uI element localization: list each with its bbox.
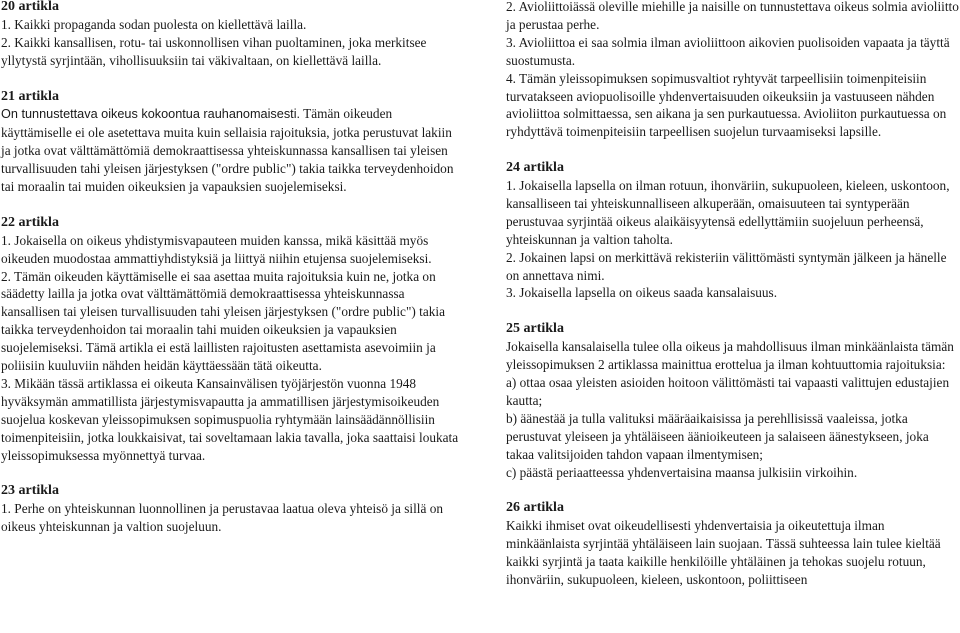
paragraph: 2. Jokainen lapsi on merkittävä rekisteriin välittömästi syntymän jälkeen ja hänelle on annettava nimi. xyxy=(506,249,947,283)
article-heading: 22 artikla xyxy=(1,214,59,230)
paragraph-rest: Tämän oikeuden käyttämiselle ei ole asetettava muita kuin sellaisia rajoituksia, jotka perustuvat lakiin ja jotka ovat välttämättömiä demokraattisessa yhteiskunnassa kansallisen tai yleisen turvallisuuden tahi yleisen järjestyksen ("ordre public") takia taikka terveydenhoidon tai moraalin tai muiden oikeuksien ja vapauksien suojelemiseksi. xyxy=(1,106,454,195)
article-23 xyxy=(1,482,460,536)
article-26 xyxy=(506,499,959,589)
paragraph: 2. Kaikki kansallisen, rotu- tai uskonnollisen vihan puoltaminen, joka merkitsee yllytystä syrjintään, vihollisuuksiin tai väkivaltaan, on kiellettävä lailla. xyxy=(1,34,427,68)
article-heading: 21 artikla xyxy=(1,88,59,104)
paragraph: 3. Avioliittoa ei saa solmia ilman avioliittoon aikovien puolisoiden vapaata ja täyttä suostumusta. xyxy=(506,34,950,68)
spacer xyxy=(506,141,959,159)
spacer xyxy=(1,196,460,214)
paragraph: 2. Tämän oikeuden käyttämiselle ei saa asettaa muita rajoituksia kuin ne, jotka on säädetty lailla ja jotka ovat välttämättömiä demokraattisessa yhteiskunnassa kansallisen tai yleisen turvallisuuden tahi yleisen järjestyksen ("ordre public") takia taikka terveydenhoidon tai moraalin tahi muiden oikeuksien ja vapauksien suojelemiseksi. Tämä artikla ei estä laillisten rajoitusten asettamista asevoimiin ja poliisiin kuuluviin nähden heidän käyttäessään tätä oikeutta. xyxy=(1,268,445,374)
paragraph: 3. Jokaisella lapsella on oikeus saada kansalaisuus. xyxy=(506,285,778,301)
article-heading: 20 artikla xyxy=(1,0,59,14)
paragraph: 4. Tämän yleissopimuksen sopimusvaltiot ryhtyvät tarpeellisiin toimenpiteisiin turvatakseen aviopuolisoille yhdenvertaisuuden oikeuksiin ja vastuuseen nähden avioliittoa solmittaessa, sen aikana ja sen purkautuessa. Avioliiton purkautuessa on ryhdyttävä toimenpiteisiin tarpeellisen suojelun turvaamiseksi lapsille. xyxy=(506,70,947,140)
article-20 xyxy=(1,0,460,70)
paragraph: 1. Perhe on yhteiskunnan luonnollinen ja perustavaa laatua oleva yhteisö ja sillä on oikeus yhteiskunnan ja valtion suojeluun. xyxy=(1,501,444,535)
paragraph xyxy=(1,105,460,196)
paragraph: 1. Jokaisella on oikeus yhdistymisvapauteen muiden kanssa, mikä käsittää myös oikeuden muodostaa ammattiyhdistyksiä ja liittyä niihin etujensa suojelemiseksi. xyxy=(1,232,432,266)
article-heading: 24 artikla xyxy=(506,160,564,176)
article-21 xyxy=(1,88,460,196)
article-25 xyxy=(506,320,959,481)
right-column xyxy=(506,0,959,589)
paragraph: 2. Avioliittoiässä oleville miehille ja naisille on tunnustettava oikeus solmia avioliitto ja perustaa perhe. xyxy=(506,0,959,32)
paragraph: 3. Mikään tässä artiklassa ei oikeuta Kansainvälisen työjärjestön vuonna 1948 hyväksymän ammatillista järjestymisvapautta ja ammatillisen järjestymisoikeuden suojelua koskevan yleissopimuksen sopimuspuolia ryhtymään lainsäädännöllisiin toimenpiteisiin, jotka loukkaisivat, tai soveltamaan lakia tavalla, joka saattaisi loukata yleissopimuksessa myönnettyä turvaa. xyxy=(1,376,459,463)
spacer xyxy=(506,481,959,499)
spacer xyxy=(1,70,460,88)
article-heading: 26 artikla xyxy=(506,500,564,516)
paragraph: Kaikki ihmiset ovat oikeudellisesti yhdenvertaisia ja oikeutettuja ilman minkäänlaista syrjintää yhtäläiseen lain suojaan. Tässä suhteessa lain tulee kieltää kaikki syrjintä ja taata kaikille henkilöille yhtäläinen ja tehokas suojelu rotuun, ihonväriin, sukupuoleen, kieleen, uskontoon, poliittiseen xyxy=(506,518,941,587)
paragraph: 1. Kaikki propaganda sodan puolesta on kiellettävä lailla. xyxy=(1,16,307,32)
paragraph-lead: On tunnustettava oikeus kokoontua rauhanomaisesti. xyxy=(1,107,301,122)
list-item: c) päästä periaatteessa yhdenvertaisina maansa julkisiin virkoihin. xyxy=(506,464,858,480)
article-22 xyxy=(1,214,460,465)
spacer xyxy=(506,302,959,320)
article-heading: 25 artikla xyxy=(506,321,564,337)
article-23-continued xyxy=(506,0,959,141)
article-24 xyxy=(506,159,959,302)
left-column xyxy=(1,0,460,536)
list-item: b) äänestää ja tulla valituksi määräaikaisissa ja perehllisissä vaaleissa, jotka perustuvat yleiseen ja yhtäläiseen äänioikeuteen ja salaiseen äänestykseen, joka takaa valitsijoiden tahdon vapaan ilmentymisen; xyxy=(506,410,929,462)
list-item: a) ottaa osaa yleisten asioiden hoitoon välittömästi tai vapaasti valittujen edustajien kautta; xyxy=(506,375,950,408)
spacer xyxy=(1,465,460,483)
paragraph: Jokaisella kansalaisella tulee olla oikeus ja mahdollisuus ilman minkäänlaista tämän yleissopimuksen 2 artiklassa mainittua erottelua ja ilman kohtuuttomia rajoituksia: xyxy=(506,339,954,373)
paragraph: 1. Jokaisella lapsella on ilman rotuun, ihonväriin, sukupuoleen, kieleen, uskontoon, kansalliseen tai yhteiskunnalliseen alkuperään, omaisuuteen tai syntyperään perustuvaa syrjintää oikeus alaikäisyytensä edellyttämiin suojeluun perheensä, yhteiskunnan ja valtion taholta. xyxy=(506,178,950,247)
article-heading: 23 artikla xyxy=(1,483,59,499)
